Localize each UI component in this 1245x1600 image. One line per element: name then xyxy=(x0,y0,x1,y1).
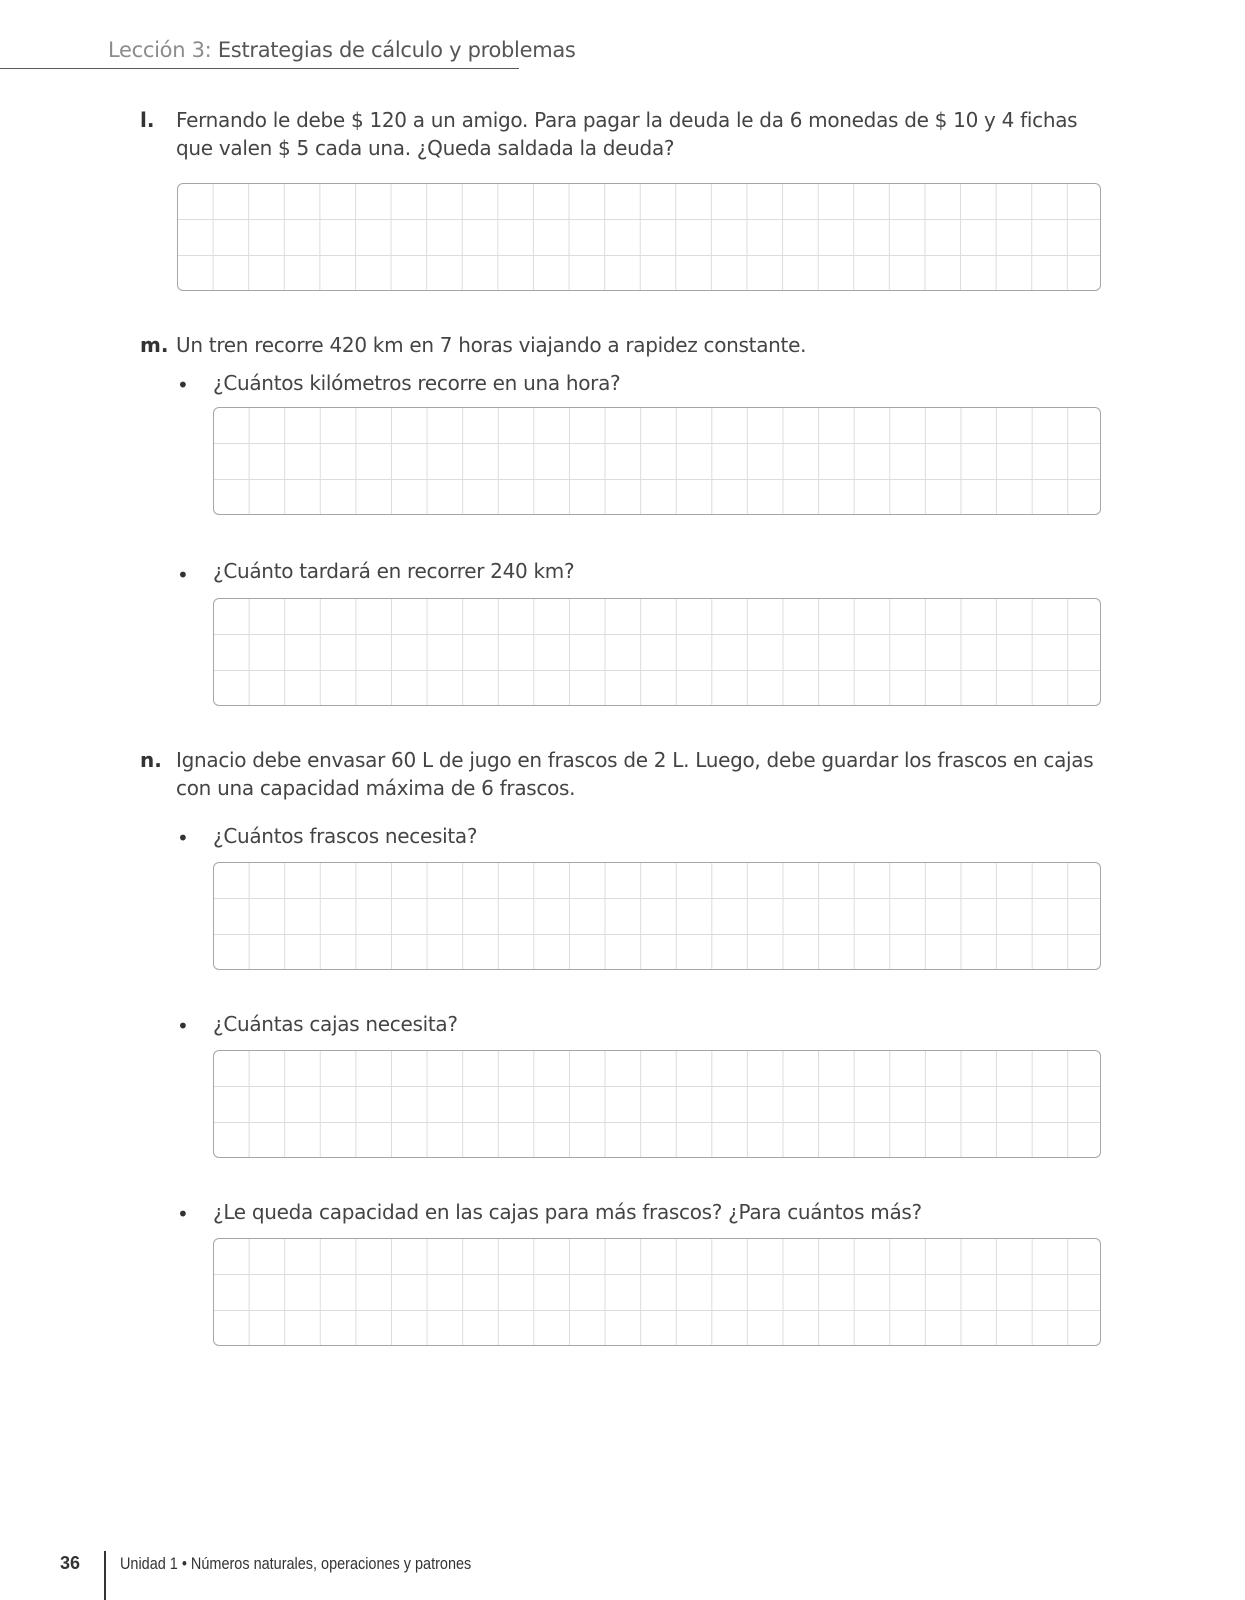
footer-divider xyxy=(104,1551,106,1600)
answer-grid-n3[interactable] xyxy=(213,1238,1101,1346)
lesson-title xyxy=(108,38,576,62)
question-n-text: Ignacio debe envasar 60 L de jugo en frascos de 2 L. Luego, debe guardar los frascos en cajas con una capacidad máxima de 6 frascos. xyxy=(176,748,1094,800)
question-l-letter: l. xyxy=(140,108,155,132)
lesson-topic: Estrategias de cálculo y problemas xyxy=(211,38,576,62)
bullet-m2: • xyxy=(177,563,189,587)
answer-grid-m1[interactable] xyxy=(213,407,1101,515)
question-n2-text: ¿Cuántas cajas necesita? xyxy=(213,1012,458,1036)
unit-title: Unidad 1 • Números naturales, operaciones y patrones xyxy=(120,1554,472,1573)
question-m-text: Un tren recorre 420 km en 7 horas viajando a rapidez constante. xyxy=(176,333,807,357)
question-n3-text: ¿Le queda capacidad en las cajas para más frascos? ¿Para cuántos más? xyxy=(213,1200,922,1224)
question-m2-text: ¿Cuánto tardará en recorrer 240 km? xyxy=(213,559,575,583)
bullet-n1: • xyxy=(177,826,189,850)
question-m-letter: m. xyxy=(140,333,169,357)
lesson-number: Lección 3: xyxy=(108,38,212,62)
question-n1-text: ¿Cuántos frascos necesita? xyxy=(213,824,478,848)
lesson-header xyxy=(0,38,576,69)
answer-grid-n1[interactable] xyxy=(213,862,1101,970)
question-l-text: Fernando le debe $ 120 a un amigo. Para pagar la deuda le da 6 monedas de $ 10 y 4 fichas que valen $ 5 cada una. ¿Queda saldada la deuda? xyxy=(176,108,1078,160)
answer-grid-m2[interactable] xyxy=(213,598,1101,706)
bullet-m1: • xyxy=(177,373,189,397)
question-m1-text: ¿Cuántos kilómetros recorre en una hora? xyxy=(213,371,621,395)
bullet-n2: • xyxy=(177,1014,189,1038)
answer-grid-l[interactable] xyxy=(177,183,1101,291)
page-number: 36 xyxy=(60,1553,81,1573)
question-n-letter: n. xyxy=(140,748,162,772)
bullet-n3: • xyxy=(177,1202,189,1226)
answer-grid-n2[interactable] xyxy=(213,1050,1101,1158)
